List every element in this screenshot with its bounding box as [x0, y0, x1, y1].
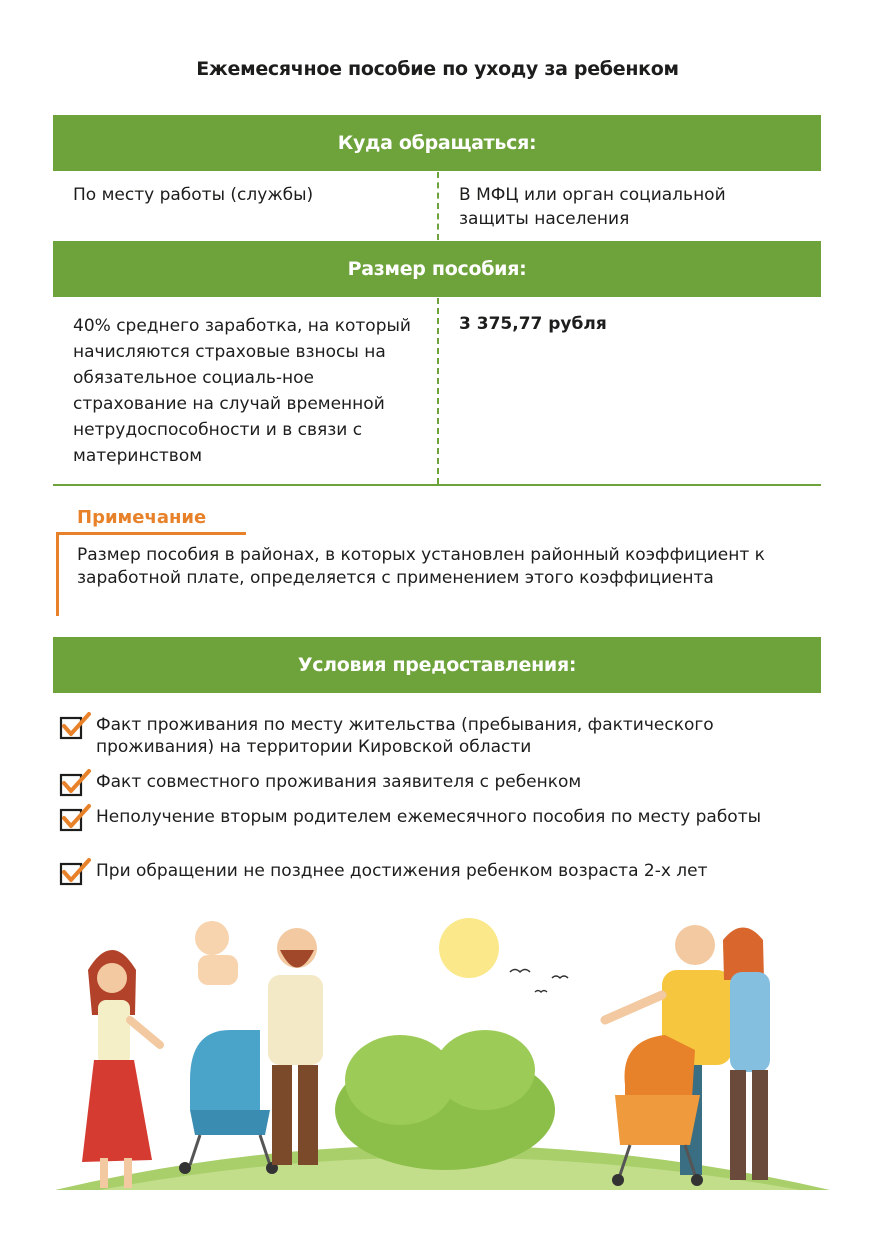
list-item [58, 858, 798, 888]
where-right-cell: В МФЦ или орган социальной защиты населения [459, 185, 726, 229]
condition-text: Факт совместного проживания заявителя с ребенком [96, 772, 582, 792]
list-item [58, 712, 798, 758]
note-title: Примечание [77, 507, 207, 528]
where-left-cell: По месту работы (службы) [73, 185, 314, 205]
size-amount: 3 375,77 рубля [459, 314, 607, 334]
bird-icon [510, 970, 530, 973]
note-accent-line [56, 532, 246, 535]
section-header-where: Куда обращаться: [53, 115, 821, 171]
condition-text: Неполучение вторым родителем ежемесячного пособия по месту работы [96, 807, 762, 827]
condition-text: При обращении не позднее достижения ребенком возраста 2-х лет [96, 861, 708, 881]
grandmother-figure [723, 928, 770, 1181]
list-item [58, 804, 798, 834]
mother-figure-left [82, 950, 160, 1188]
stroller-icon-blue [179, 1030, 278, 1174]
condition-text: Факт проживания по месту жительства (пребывания, фактического проживания) на территории Кировской области [96, 715, 714, 757]
checkbox-check-icon [58, 712, 92, 742]
note-accent-line [56, 532, 59, 616]
column-divider [437, 172, 439, 240]
sun-icon [439, 918, 499, 978]
page-title: Ежемесячное пособие по уходу за ребенком [196, 58, 679, 80]
checkbox-check-icon [58, 804, 92, 834]
note-text: Размер пособия в районах, в которых установлен районный коэффициент к заработной плате, определяется с применением этого коэффициента [77, 545, 765, 588]
section-header-conditions: Условия предоставления: [53, 637, 821, 693]
family-park-illustration [40, 900, 840, 1200]
bird-icon [552, 976, 568, 978]
checkbox-check-icon [58, 769, 92, 799]
table-bottom-line [53, 484, 821, 486]
section-header-size: Размер пособия: [53, 241, 821, 297]
size-left-cell: 40% среднего заработка, на который начисляются страховые взносы на обязательное социаль-ное страхование на случай временной нетрудоспособности и в связи с материнством [73, 316, 411, 466]
bird-icon [535, 991, 547, 993]
column-divider [437, 298, 439, 484]
list-item [58, 769, 798, 799]
checkbox-check-icon [58, 858, 92, 888]
